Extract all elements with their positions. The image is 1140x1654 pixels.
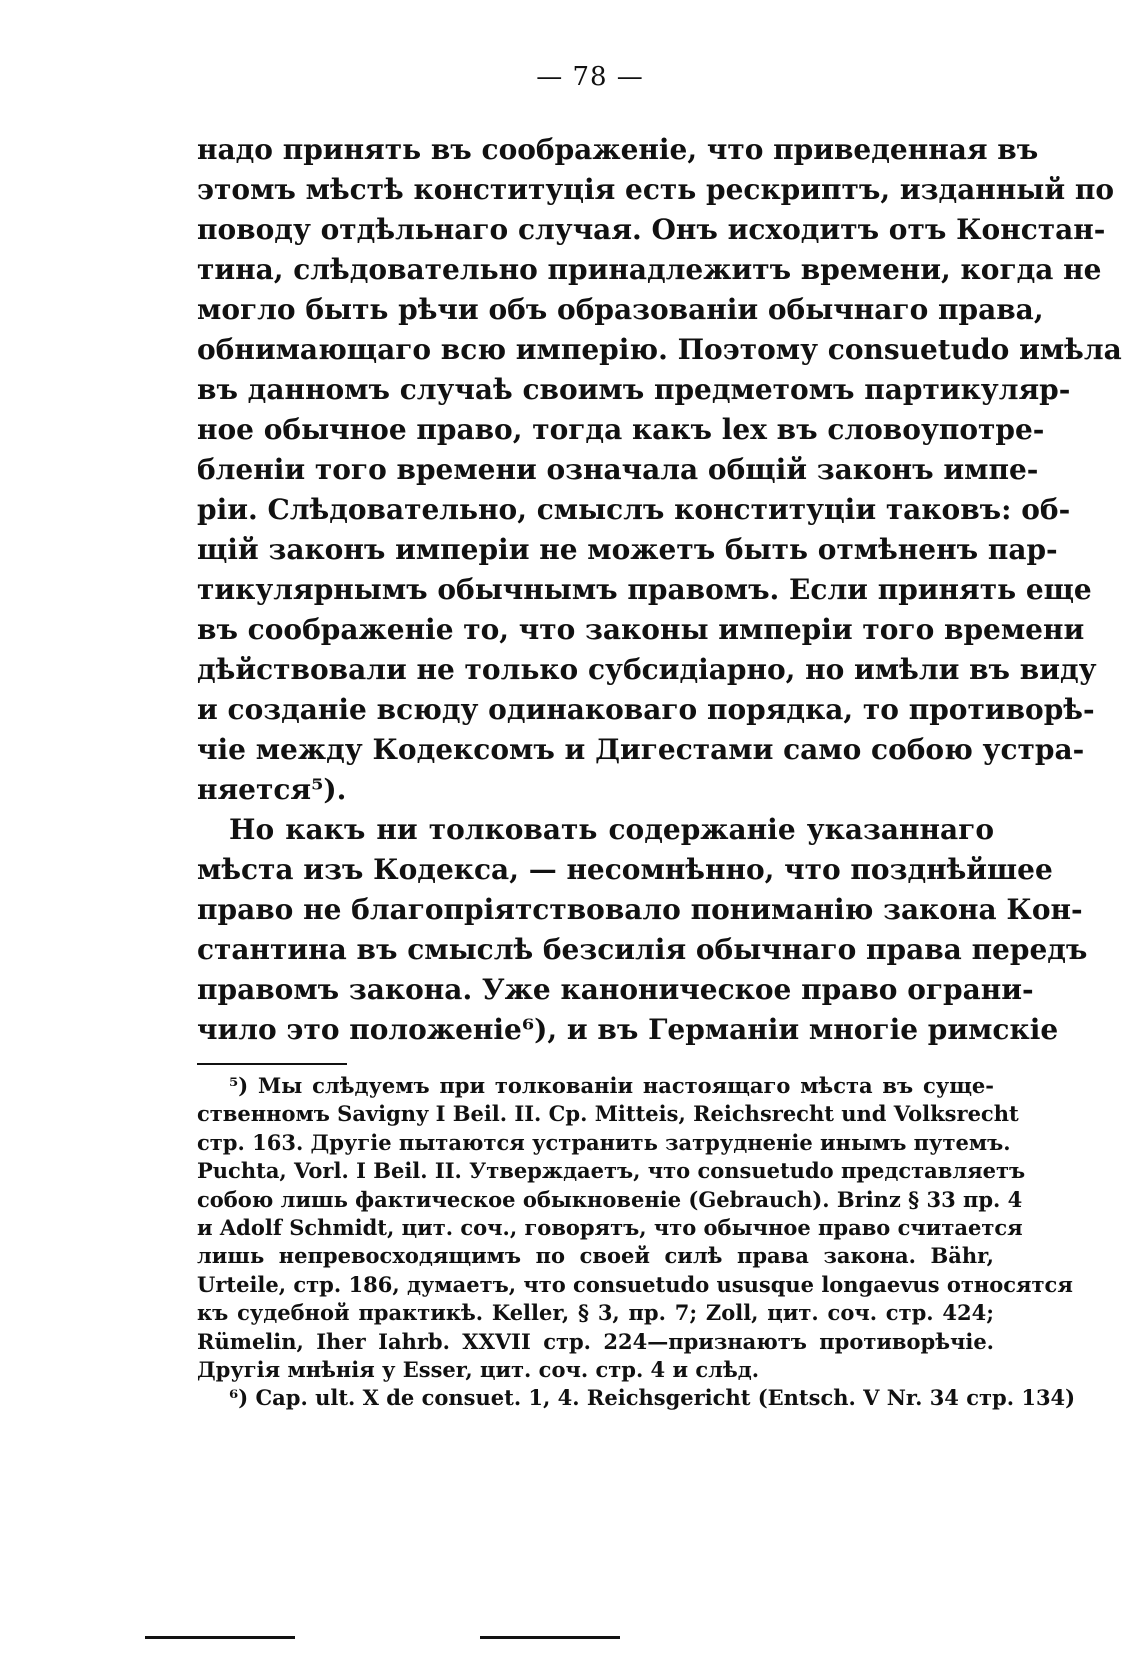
text-line: тикулярнымъ обычнымъ правомъ. Если принять еще: [197, 573, 1092, 606]
footnote-line: ⁵) Мы слѣдуемъ при толкованіи настоящаго мѣста въ суще-: [229, 1073, 994, 1098]
text-line: щій законъ имперіи не можетъ быть отмѣненъ пар-: [197, 533, 1058, 566]
footnote-line: стр. 163. Другіе пытаются устранить затрудненіе инымъ путемъ.: [197, 1129, 1011, 1155]
main-text: [197, 130, 1122, 1050]
footnotes: [197, 1072, 1076, 1413]
footnote-line: къ судебной практикѣ. Keller, § 3, пр. 7; Zoll, цит. соч. стр. 424;: [197, 1300, 994, 1326]
scan-edge-mark-center: [480, 1636, 620, 1639]
text-line: ное обычное право, тогда какъ lex въ словоупотре-: [197, 413, 1045, 446]
text-line: чило это положеніе⁶), и въ Германіи многіе римскіе: [197, 1013, 1059, 1046]
footnote-line: Puchta, Vorl. I Beil. II. Утверждаетъ, что consuetudo представляетъ: [197, 1158, 1026, 1184]
footnote-line: лишь непревосходящимъ по своей силѣ права закона. Bähr,: [197, 1243, 994, 1269]
text-line: ріи. Слѣдовательно, смыслъ конституціи таковъ: об-: [197, 493, 1071, 526]
text-line: стантина въ смыслѣ безсилія обычнаго права передъ: [197, 933, 1088, 966]
footnote-line: Rümelin, Iher Iahrb. XXVII стр. 224—признаютъ противорѣчіе.: [197, 1328, 994, 1354]
text-line: поводу отдѣльнаго случая. Онъ исходитъ отъ Констан-: [197, 213, 1106, 246]
text-line: право не благопріятствовало пониманію закона Кон-: [197, 893, 1083, 926]
page-number: — 78 —: [536, 62, 644, 92]
text-line: обнимающаго всю имперію. Поэтому consuetudo имѣла: [197, 333, 1122, 366]
text-line: въ данномъ случаѣ своимъ предметомъ партикуляр-: [197, 373, 1071, 406]
text-line: этомъ мѣстѣ конституція есть рескриптъ, изданный по: [197, 173, 1115, 206]
footnote-line: Urteile, стр. 186, думаетъ, что consuetudo ususque longaevus относятся: [197, 1271, 1073, 1297]
text-line: надо принять въ соображеніе, что приведенная въ: [197, 133, 1039, 166]
text-line: дѣйствовали не только субсидіарно, но имѣли въ виду: [197, 653, 1097, 686]
footnote-line: собою лишь фактическое обыкновеніе (Gebrauch). Brinz § 33 пр. 4: [197, 1186, 1023, 1212]
text-line: чіе между Кодексомъ и Дигестами само собою устра-: [197, 733, 1085, 766]
text-line: правомъ закона. Уже каноническое право ограни-: [197, 973, 1034, 1006]
text-line: Но какъ ни толковать содержаніе указаннаго: [229, 813, 994, 846]
footnote-line: Другія мнѣнія у Esser, цит. соч. стр. 4 и слѣд.: [197, 1356, 760, 1382]
text-line: и созданіе всюду одинаковаго порядка, то противорѣ-: [197, 693, 1095, 726]
footnote-divider: [197, 1063, 347, 1065]
text-line: могло быть рѣчи объ образованіи обычнаго права,: [197, 293, 1044, 326]
text-line: тина, слѣдовательно принадлежитъ времени, когда не: [197, 253, 1102, 286]
text-line: бленіи того времени означала общій законъ импе-: [197, 453, 1039, 486]
text-line: въ соображеніе то, что законы имперіи того времени: [197, 613, 1085, 646]
text-line: мѣста изъ Кодекса, — несомнѣнно, что позднѣйшее: [197, 853, 1053, 886]
scan-edge-mark-left: [145, 1636, 295, 1639]
footnote-line: ственномъ Savigny I Beil. II. Cp. Mitteis, Reichsrecht und Volksrecht: [197, 1101, 1019, 1127]
text-line: няется⁵).: [197, 773, 347, 806]
footnote-line: и Adolf Schmidt, цит. соч., говорятъ, что обычное право считается: [197, 1214, 1023, 1240]
footnote-line: ⁶) Cap. ult. X de consuet. 1, 4. Reichsgericht (Entsch. V Nr. 34 стр. 134): [229, 1385, 1076, 1411]
